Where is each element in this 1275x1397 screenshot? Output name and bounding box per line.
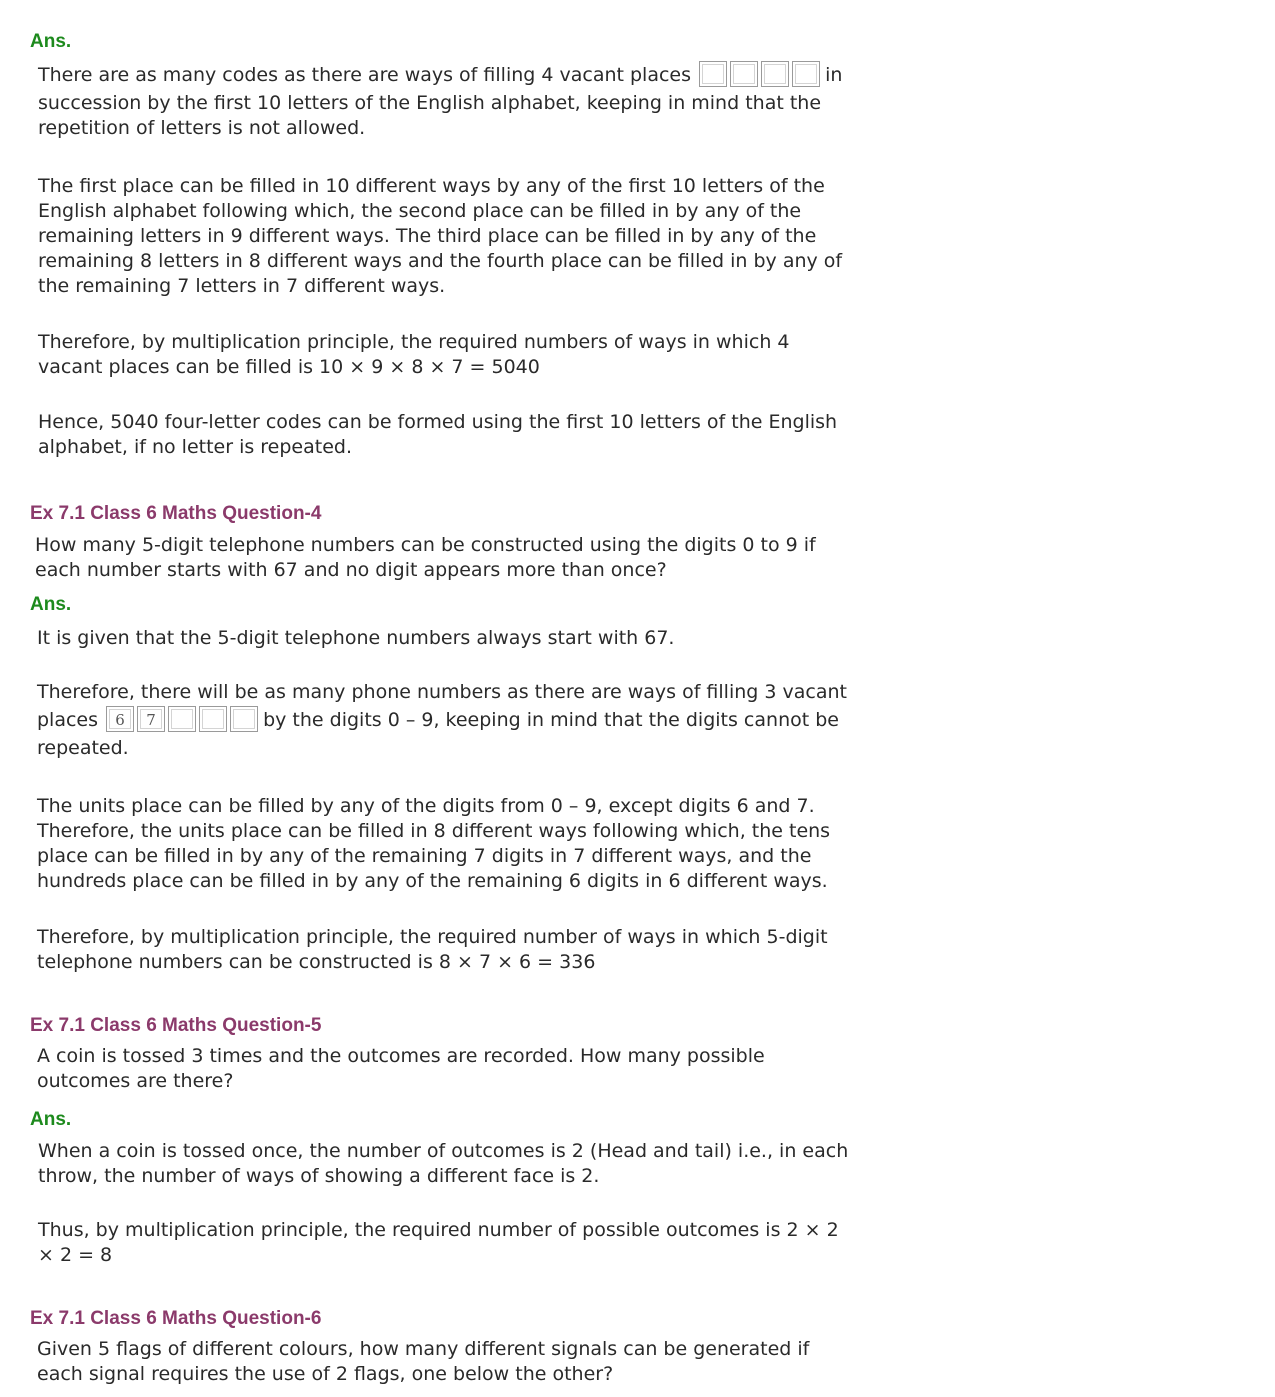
text-line: repetition of letters is not allowed. bbox=[38, 116, 366, 139]
question-text bbox=[35, 533, 816, 583]
text-line: hundreds place can be filled in by any of the remaining 6 digits in 6 different ways. bbox=[37, 870, 828, 892]
text-line: The first place can be filled in 10 different ways by any of the first 10 letters of the bbox=[38, 175, 825, 197]
text-line: Therefore, the units place can be filled in 8 different ways following which, the tens bbox=[37, 820, 831, 842]
answer-paragraph bbox=[38, 1218, 839, 1268]
text-line: Thus, by multiplication principle, the required number of possible outcomes is 2 × 2 bbox=[38, 1219, 839, 1241]
answer-paragraph bbox=[37, 794, 830, 894]
text-segment: by the digits 0 – 9, keeping in mind that the digits cannot be bbox=[263, 709, 839, 731]
text-line: Hence, 5040 four-letter codes can be formed using the first 10 letters of the English bbox=[38, 411, 838, 433]
text-line: When a coin is tossed once, the number of outcomes is 2 (Head and tail) i.e., in each bbox=[38, 1140, 849, 1162]
text-segment: places bbox=[37, 709, 99, 731]
answer-paragraph bbox=[37, 925, 828, 975]
answer-paragraph bbox=[37, 680, 847, 761]
empty-box bbox=[792, 61, 820, 87]
answer-paragraph bbox=[37, 626, 674, 651]
answer-paragraph bbox=[38, 330, 789, 380]
digit-box: 6 bbox=[106, 706, 134, 732]
text-line: How many 5-digit telephone numbers can be constructed using the digits 0 to 9 if bbox=[35, 534, 816, 556]
answer-paragraph bbox=[38, 60, 842, 141]
empty-box bbox=[730, 61, 758, 87]
answer-paragraph bbox=[38, 1139, 848, 1189]
empty-box bbox=[199, 706, 227, 732]
text-line: throw, the number of ways of showing a different face is 2. bbox=[38, 1165, 600, 1187]
text-line: succession by the first 10 letters of the English alphabet, keeping in mind that the bbox=[38, 91, 822, 114]
text-line: Given 5 flags of different colours, how many different signals can be generated if bbox=[37, 1338, 810, 1360]
answer-paragraph bbox=[38, 410, 837, 460]
text-line: each signal requires the use of 2 flags, one below the other? bbox=[37, 1363, 614, 1385]
text-line: Therefore, by multiplication principle, the required numbers of ways in which 4 bbox=[38, 331, 790, 353]
answer-label: Ans. bbox=[30, 594, 72, 615]
text-line: each number starts with 67 and no digit appears more than once? bbox=[35, 559, 667, 581]
question-text bbox=[37, 1044, 765, 1094]
question-title: Ex 7.1 Class 6 Maths Question-6 bbox=[30, 1308, 322, 1329]
text-line: Therefore, there will be as many phone numbers as there are ways of filling 3 vacant bbox=[37, 681, 847, 703]
empty-box bbox=[230, 706, 258, 732]
text-line: the remaining 7 letters in 7 different ways. bbox=[38, 275, 446, 297]
text-line: The units place can be filled by any of the digits from 0 – 9, except digits 6 and 7. bbox=[37, 795, 815, 817]
text-line: repeated. bbox=[37, 737, 129, 759]
text-line: outcomes are there? bbox=[37, 1070, 234, 1092]
text-segment: There are as many codes as there are ways of filling 4 vacant places bbox=[38, 64, 692, 86]
text-line: place can be filled in by any of the remaining 7 digits in 7 different ways, and the bbox=[37, 845, 812, 867]
empty-box bbox=[168, 706, 196, 732]
answer-label: Ans. bbox=[30, 31, 72, 52]
text-line: telephone numbers can be constructed is 8 × 7 × 6 = 336 bbox=[37, 951, 596, 973]
text-line: A coin is tossed 3 times and the outcomes are recorded. How many possible bbox=[37, 1045, 765, 1067]
text-line: alphabet, if no letter is repeated. bbox=[38, 436, 353, 458]
text-line: English alphabet following which, the second place can be filled in by any of the bbox=[38, 200, 802, 222]
phone-digit-boxes bbox=[106, 703, 261, 734]
text-segment: in bbox=[825, 64, 843, 86]
answer-label: Ans. bbox=[30, 1109, 72, 1130]
text-line: remaining letters in 9 different ways. The third place can be filled in by any of the bbox=[38, 225, 817, 247]
text-line: Therefore, by multiplication principle, the required number of ways in which 5-digit bbox=[37, 926, 828, 948]
answer-paragraph bbox=[38, 174, 842, 299]
digit-box: 7 bbox=[137, 706, 165, 732]
empty-box bbox=[699, 61, 727, 87]
text-line: vacant places can be filled is 10 × 9 × 8 × 7 = 5040 bbox=[38, 356, 540, 378]
vacant-places-boxes bbox=[699, 59, 823, 89]
question-title: Ex 7.1 Class 6 Maths Question-4 bbox=[30, 503, 322, 524]
text-line: remaining 8 letters in 8 different ways and the fourth place can be filled in by any of bbox=[38, 250, 843, 272]
text-line: It is given that the 5-digit telephone numbers always start with 67. bbox=[37, 627, 675, 649]
empty-box bbox=[761, 61, 789, 87]
text-line: × 2 = 8 bbox=[38, 1244, 113, 1266]
question-title: Ex 7.1 Class 6 Maths Question-5 bbox=[30, 1015, 322, 1036]
question-text bbox=[37, 1337, 809, 1387]
